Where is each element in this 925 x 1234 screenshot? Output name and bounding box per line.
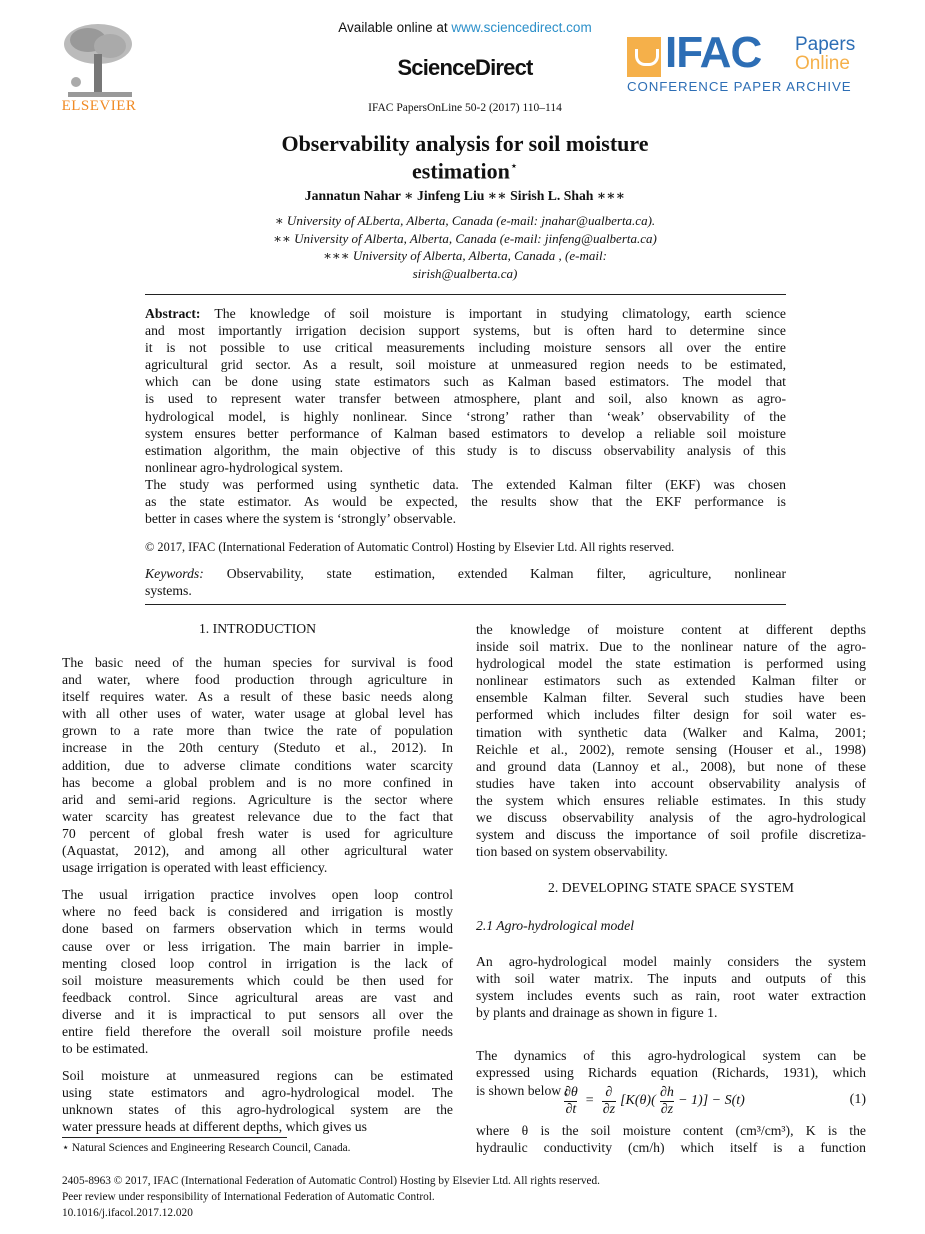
text-line: we discuss observability analysis of the agro-hydrological (476, 810, 866, 826)
text-line: system and discuss the importance of soil profile discretiza- (476, 827, 866, 843)
text-line: as the state estimator. As would be expected, the results show that the EKF performance is (145, 494, 786, 510)
footnote: ⋆ Natural Sciences and Engineering Research Council, Canada. (62, 1142, 351, 1154)
sciencedirect-link[interactable]: www.sciencedirect.com (451, 20, 592, 35)
eq-frac-num: ∂h (659, 1084, 674, 1100)
text-line: The dynamics of this agro-hydrological system can be (476, 1048, 866, 1064)
text-line: is shown below : (476, 1082, 569, 1098)
elsevier-logo (58, 22, 140, 122)
text-line: the system which ensures reliable estimates. In this study (476, 792, 866, 808)
paper-title-line2 (100, 158, 830, 184)
text-line: where θ is the soil moisture content (cm³/cm³), K is the (476, 1123, 866, 1138)
text-line: arid and semi-arid regions. Agriculture is the sector where (62, 791, 453, 807)
text-line: nonlinear estimators such as extended Kalman filter or (476, 673, 866, 689)
text-line: hydraulic conductivity (cm/h) which itself is a function (476, 1140, 866, 1156)
text-line: timation with synthetic data (Walker and Kalma, 2001; (476, 724, 866, 740)
journal-reference: IFAC PapersOnLine 50-2 (2017) 110–114 (368, 102, 562, 114)
right-column-model (476, 953, 866, 1099)
text-line: grown to a rate more than twice the rate of population (62, 723, 453, 739)
text-line: (Aquastat, 2012), and among all other agricultural water (62, 843, 453, 859)
text-line: water pressure heads at different depths, which gives us (62, 1119, 367, 1135)
text-line: nonlinear agro-hydrological system. (145, 459, 344, 475)
equation-richards (476, 1083, 866, 1119)
elsevier-wordmark: ELSEVIER (61, 98, 137, 114)
eq-frac-den: ∂z (602, 1101, 616, 1117)
keywords-text: Observability, state estimation, extended Kalman filter, agriculture, nonlinear (226, 566, 787, 581)
text-line: where no feed back is considered and irrigation is mostly (62, 904, 453, 920)
section-heading-state-space: 2. DEVELOPING STATE SPACE SYSTEM (548, 880, 794, 895)
authors: Jannatun Nahar ∗ Jinfeng Liu ∗∗ Sirish L. Shah ∗∗∗ (304, 188, 626, 203)
elsevier-tree-icon (58, 22, 140, 100)
title-footnote-mark: ⋆ (509, 158, 518, 173)
text-line: and most importantly irrigation decision support systems, but is often hard to determine since (145, 323, 786, 339)
eq-frac-num: ∂θ (564, 1084, 578, 1100)
text-line: system includes events such as rain, root water extraction (476, 988, 866, 1004)
text-line: done based on farmers observation which in terms would (62, 921, 453, 937)
text-line: An agro-hydrological model mainly considers the system (476, 954, 866, 969)
available-online (200, 20, 730, 35)
text-line: is used to represent water transfer between atmosphere, plant and soil, also known as agro- (145, 391, 786, 407)
text-line: with all other uses of water, water usage at global level has (62, 706, 453, 722)
text-line: The usual irrigation practice involves open loop control (62, 887, 453, 903)
affiliation: ∗∗ University of Alberta, Alberta, Canada (e-mail: jinfeng@ualberta.ca) (273, 230, 657, 246)
title-text: estimation (412, 158, 510, 184)
text-line: Reichle et al., 2002), remote sensing (Houser et al., 1998) (476, 741, 866, 757)
text-line: to be estimated. (62, 1041, 149, 1057)
section-heading-introduction: 1. INTRODUCTION (198, 621, 317, 636)
ifac-emblem-icon (627, 37, 661, 77)
abstract (145, 305, 786, 527)
text-line: itself requires water. As a result of these basic needs along (62, 689, 453, 705)
abstract-text: The knowledge of soil moisture is important in studying climatology, earth science (214, 306, 786, 321)
paper-title-line1: Observability analysis for soil moisture (281, 131, 649, 156)
eq-frac-num: ∂ (605, 1084, 613, 1100)
right-column-intro (476, 621, 866, 860)
text-line: estimation algorithm, the main objective of this study is to discuss observability analysis of this (145, 442, 786, 458)
footer-doi: 10.1016/j.ifacol.2017.12.020 (62, 1207, 193, 1219)
text-line: which can be done using state estimators such as Kalman based estimators. The model that (145, 374, 786, 390)
keywords (145, 565, 786, 599)
text-line: The basic need of the human species for survival is food (62, 655, 453, 670)
text-line: with soil water matrix. The inputs and outputs of this (476, 971, 866, 987)
online-wordmark: Online (795, 53, 850, 74)
equation-number: (1) (849, 1092, 866, 1107)
text-line: ensemble Kalman filter. Several such studies have been (476, 690, 866, 706)
text-line: system ensures better performance of Kalman based estimators to develop a reliable soil moisture (145, 425, 786, 441)
text-line: has become a global problem and is no more confined in (62, 774, 453, 790)
text-line: unknown states of this agro-hydrological system are the (62, 1102, 453, 1118)
text-line: and ground data (Lannoy et al., 2008), but none of these (476, 758, 866, 774)
keywords-label: Keywords: (145, 566, 204, 581)
affiliation: ∗∗∗ University of Alberta, Alberta, Canada , (e-mail: (323, 248, 607, 263)
text-line: addition, due to adverse climate conditions water scarcity (62, 757, 453, 773)
available-prefix: Available online at (338, 20, 452, 35)
text-line: tion based on system observability. (476, 844, 668, 860)
text-line: inside soil matrix. Due to the nonlinear nature of the agro- (476, 639, 866, 655)
text-line: 70 percent of global fresh water is used for agriculture (62, 825, 453, 841)
footer-issn: 2405-8963 © 2017, IFAC (International Federation of Automatic Control) Hosting by Elsevier Ltd. All rights reserved. (62, 1175, 600, 1187)
text-line: menting closed loop control in irrigation is the lack of (62, 955, 453, 971)
abstract-label: Abstract: (145, 306, 201, 321)
text-line: increase in the 20th century (Steduto et al., 2012). In (62, 740, 453, 756)
text-line: using state estimators and agro-hydrological model. The (62, 1085, 453, 1101)
after-equation (476, 1122, 866, 1156)
text-line: better in cases where the system is ‘strongly’ observable. (145, 511, 457, 527)
text-line: hydrological model the state estimation is performed using (476, 656, 866, 672)
text-line: usage irrigation is operated with least efficiency. (62, 860, 328, 876)
eq-tail: − 1)] − S(t) (678, 1093, 745, 1108)
conference-archive-wordmark: CONFERENCE PAPER ARCHIVE (627, 79, 852, 94)
text-line: by plants and drainage as shown in figure 1. (476, 1005, 718, 1021)
eq-middle: [K(θ)( (620, 1093, 656, 1108)
text-line: agricultural grid sector. As a result, soil moisture at unmeasured region needs to be estimated, (145, 357, 786, 373)
text-line: and water, where food production through agriculture in (62, 672, 453, 688)
affiliation: sirish@ualberta.ca) (412, 265, 518, 281)
keywords-text: systems. (145, 583, 192, 599)
text-line: it is not possible to use critical measurements including moisture sensors all over the entire (145, 340, 786, 356)
affiliations (100, 212, 830, 282)
eq-equals: = (585, 1093, 594, 1108)
text-line: diverse and it is impractical to put sensors all over the (62, 1006, 453, 1022)
text-line: Soil moisture at unmeasured regions can be estimated (62, 1068, 453, 1084)
text-line: The study was performed using synthetic data. The extended Kalman filter (EKF) was chosen (145, 476, 786, 492)
sciencedirect-logo: ScienceDirect (397, 55, 533, 80)
eq-frac-den: ∂z (660, 1101, 674, 1117)
text-line: cause over or less irrigation. The main barrier in imple- (62, 938, 453, 954)
text-line: hydrological model, is highly nonlinear. Since ‘strong’ rather than ‘weak’ observability of the (145, 408, 786, 424)
footnote-rule (62, 1137, 287, 1138)
text-line: soil moisture measurements which could be then used for (62, 972, 453, 988)
footer-peer-review: Peer review under responsibility of International Federation of Automatic Control. (62, 1191, 435, 1203)
text-line: water scarcity has greatest relevance due to the fact that (62, 808, 453, 824)
text-line: the knowledge of moisture content at different depths (476, 622, 866, 637)
text-line: entire field therefore the overall soil moisture profile needs (62, 1023, 453, 1039)
ifac-wordmark: IFAC (665, 28, 762, 77)
copyright-notice: © 2017, IFAC (International Federation of Automatic Control) Hosting by Elsevier Ltd. All rights reserved. (145, 540, 675, 554)
left-column (62, 654, 453, 1136)
affiliation: ∗ University of ALberta, Alberta, Canada (e-mail: jnahar@ualberta.ca). (274, 213, 656, 228)
text-line (145, 305, 786, 322)
abstract-top-rule (145, 294, 786, 295)
papers-wordmark: Papers (795, 34, 856, 55)
page-footer (62, 1173, 600, 1221)
ifac-papersonline-logo (627, 28, 872, 96)
text-line: performed which includes filter design for soil water es- (476, 707, 866, 723)
text-line: studies have taken into account observability analysis of (476, 775, 866, 791)
eq-frac-den: ∂t (565, 1101, 577, 1117)
text-line: feedback control. Since agricultural areas are vast and (62, 989, 453, 1005)
abstract-bottom-rule (145, 604, 786, 605)
subsection-heading: 2.1 Agro-hydrological model (476, 918, 635, 933)
text-line: expressed using Richards equation (Richards, 1931), which (476, 1065, 866, 1081)
